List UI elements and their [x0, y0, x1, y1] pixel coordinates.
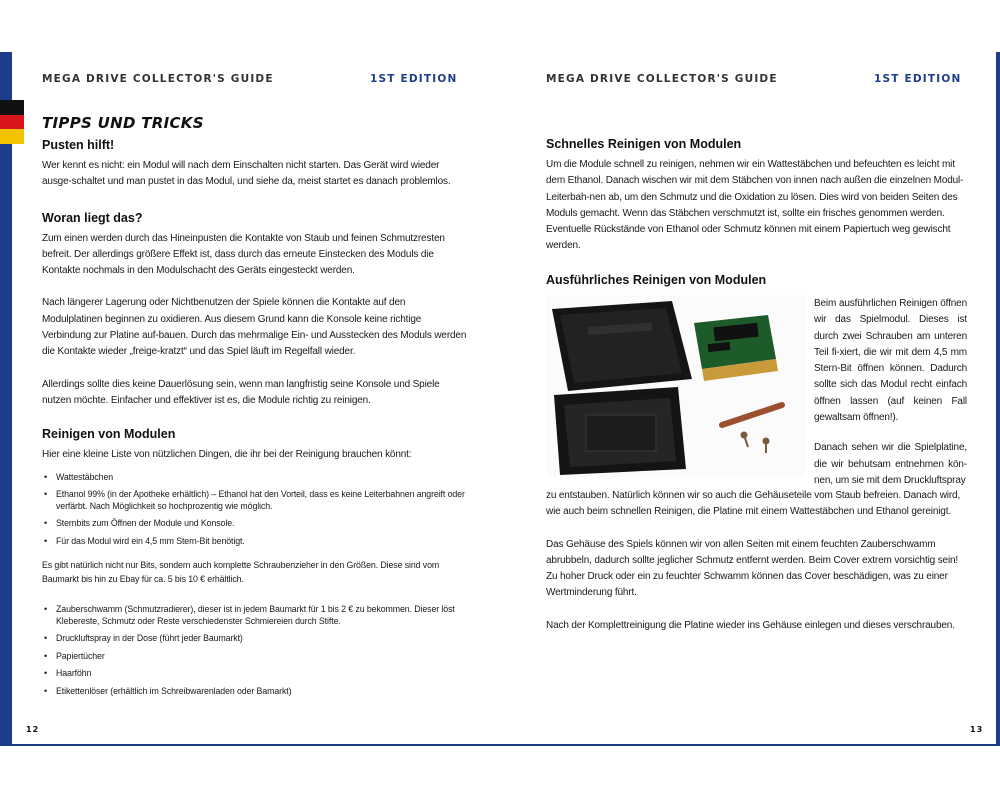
page-number-right: 13 [970, 725, 984, 734]
left-header-edition: 1ST EDITION [370, 73, 458, 85]
paragraph: Nach der Komplettreinigung die Platine wieder ins Gehäuse einlegen und dieses verschrauben. [546, 619, 955, 631]
list-item: • Haarföhn [56, 668, 467, 680]
left-page [42, 114, 467, 703]
opened-cartridge-image [546, 295, 806, 477]
heading-ausfuehrlich: Ausführliches Reinigen von Modulen [546, 273, 767, 287]
wrap-text-column [814, 296, 967, 489]
paragraph: Danach sehen wir die Spielplatine, die wir behutsam entnehmen kön-nen, um sie mit dem Druckluftspray [814, 442, 967, 486]
note-paragraph: Es gibt natürlich nicht nur Bits, sondern auch komplette Schraubenzieher in den Größen. Diese sind vom Baumarkt bis hin zu Ebay für ca. 5 bis 10 € erhältlich. [42, 560, 440, 584]
list-item: • Sternbits zum Öffnen der Module und Konsole. [56, 518, 467, 530]
paragraph: zu entstauben. Natürlich können wir so auch die Gehäuseteile vom Staub befreien. Danach wird, wie auch beim schnellen Reinigen, die Platine mit einem Wattestäbchen und Ethanol gereinigt. [546, 490, 961, 518]
paragraph: Wer kennt es nicht: ein Modul will nach dem Einschalten nicht starten. Das Gerät wird wieder ausge-schaltet und man pustet in das Modul, und siehe da, meist startet es danach problemlos. [42, 160, 451, 188]
paragraph: Beim ausführlichen Reinigen öffnen wir das Spielmodul. Dieses ist durch zwei Schrauben am unteren Teil fi-xiert, die wir mit dem 4,5 mm Stern-Bit öffnen können. Dadurch sollte sich das Modul recht einfach öffnen lassen (auf keinen Fall gewaltsam öffnen!). [814, 298, 967, 424]
paragraph: Nach längerer Lagerung oder Nichtbenutzen der Spiele können die Kontakte auf den Modulplatinen beginnen zu oxidieren. Aus diesem Grund kann die Konsole keine richtige Verbindung zur Platine auf-bauen. Durch das mehrmalige Ein- und Ausstecken des Moduls werden die Kontakte wieder „freige-kratzt“ und das Spiel läuft im Regelfall wieder. [42, 297, 467, 358]
heading-reinigen: Reinigen von Modulen [42, 427, 176, 442]
right-header-title: MEGA DRIVE COLLECTOR'S GUIDE [546, 73, 778, 85]
paragraph: Das Gehäuse des Spiels können wir von allen Seiten mit einem feuchten Zauberschwamm abrubbeln, dadurch sollte jeglicher Schmutz entfernt werden. Beim Cover extrem vorsichtig sein! Zu hoher Druck oder ein zu feuchter Schwamm können das Cover beschädigen, was zu einer Wertminderung führt. [546, 538, 959, 599]
paragraph: Hier eine kleine Liste von nützlichen Dingen, die ihr bei der Reinigung brauchen könnt: [42, 449, 412, 461]
left-page-edge [0, 52, 12, 746]
paragraph: Allerdings sollte dies keine Dauerlösung sein, wenn man langfristig seine Konsole und Spiele nutzen möchte. Einfacher und effektiver ist es, die Module richtig zu reinigen. [42, 378, 440, 406]
tools-list [42, 472, 467, 548]
heading-pusten: Pusten hilft! [42, 138, 115, 152]
german-flag-icon [0, 100, 24, 144]
list-item: • Wattestäbchen [56, 472, 467, 484]
list-item: • Zauberschwamm (Schmutzradierer), dieser ist in jedem Baumarkt für 1 bis 2 € zu bekommen. Dieser löst Klebereste, Schmutz oder Reste verschiedenster Schmiereien durch Stifte. [56, 604, 467, 627]
right-page-edge [996, 52, 1000, 746]
supplies-list [42, 604, 467, 697]
left-header-title: MEGA DRIVE COLLECTOR'S GUIDE [42, 73, 274, 85]
list-item: • Für das Modul wird ein 4,5 mm Stern-Bit benötigt. [56, 536, 467, 548]
right-header-edition: 1ST EDITION [874, 73, 962, 85]
list-item: • Druckluftspray in der Dose (führt jeder Baumarkt) [56, 633, 467, 645]
cartridge-photo [546, 295, 806, 477]
right-page-lower [546, 488, 971, 634]
section-title: TIPPS UND TRICKS [42, 114, 204, 132]
paragraph: Um die Module schnell zu reinigen, nehmen wir ein Wattestäbchen und befeuchten es leicht mit dem Ethanol. Danach wischen wir mit dem Stäbchen von innen nach außen die einzelnen Modul-Leiterbah-nen ab, um den Schmutz und die Oxidation zu lösen. Dies wird von beiden Seiten des Moduls gemacht. Wenn das Stäbchen verschmutzt ist, sollte ein frisches genommen werden. Eventuelle Rückstände von Ethanol oder Schmutz können mit einem Papiertuch weg gewischt werden. [546, 159, 964, 252]
list-item: • Etikettenlöser (erhältlich im Schreibwarenladen oder Bamarkt) [56, 686, 467, 698]
list-item: • Papiertücher [56, 651, 467, 663]
page-number-left: 12 [26, 725, 40, 734]
list-item: • Ethanol 99% (in der Apotheke erhältlich) – Ethanol hat den Vorteil, dass es keine Leiterbahnen angreift oder verfärbt. Nach Möglichkeit so hochprozentig wie möglich. [56, 489, 467, 512]
heading-schnell: Schnelles Reinigen von Modulen [546, 137, 742, 151]
right-page [546, 137, 971, 255]
paragraph: Zum einen werden durch das Hineinpusten die Kontakte von Staub und feinen Schmutzresten befreit. Der allerdings größere Effekt ist, dass durch das erneute Einstecken des Moduls die Kontakte nochmals in den Modulschacht des Geräts eingesteckt werden. [42, 232, 445, 277]
heading-woran: Woran liegt das? [42, 210, 143, 225]
bottom-rule [12, 744, 996, 746]
